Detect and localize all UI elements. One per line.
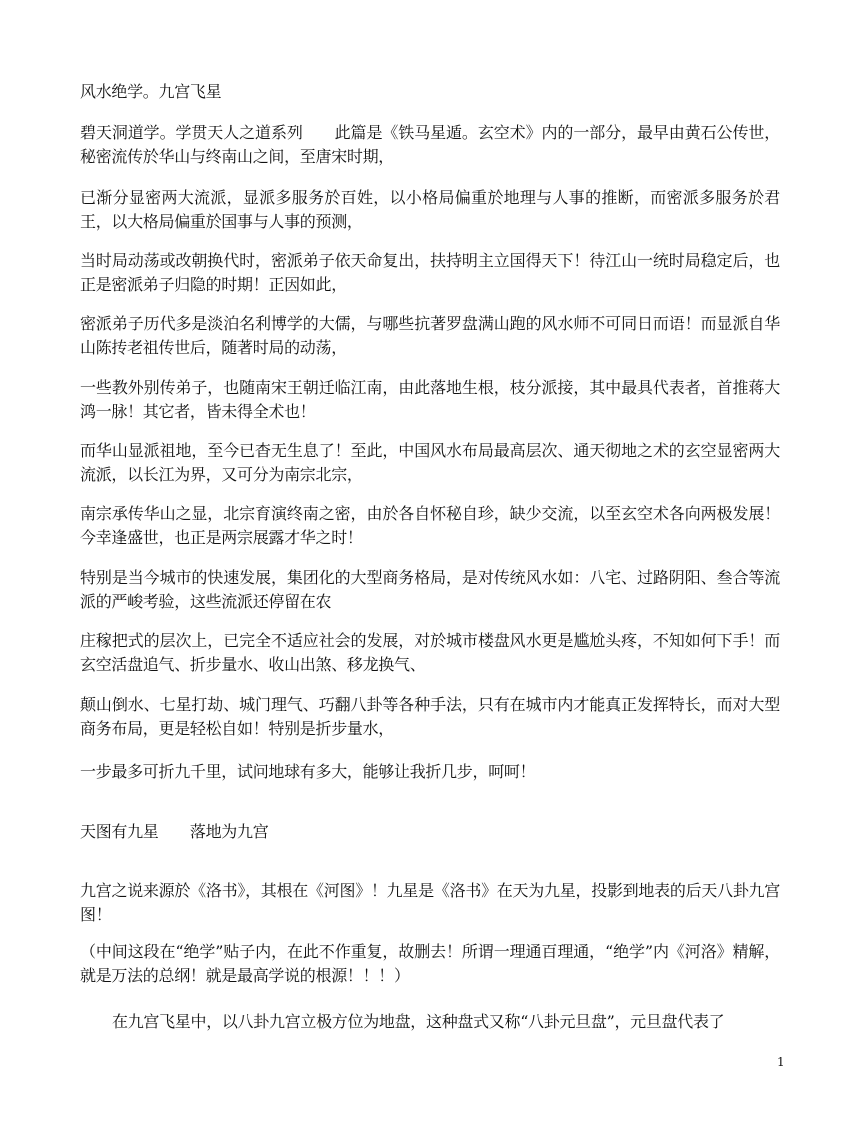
paragraph-13: （中间这段在“绝学”贴子内，在此不作重复，故删去！所谓一理通百理通，“绝学”内《河洛》精解，就是万法的总纲！就是最高学说的根源！！！） [80, 942, 780, 985]
paragraph-7: 南宗承传华山之显，北宗育演终南之密，由於各自怀秘自珍，缺少交流，以至玄空术各向两极发展！今幸逢盛世，也正是两宗展露才华之时！ [80, 504, 780, 547]
paragraph-14: 在九宫飞星中，以八卦九宫立极方位为地盘，这种盘式又称“八卦元旦盘”，元旦盘代表了 [112, 1012, 725, 1031]
paragraph-4: 密派弟子历代多是淡泊名利博学的大儒，与哪些抗著罗盘满山跑的风水师不可同日而语！而显派自华山陈抟老祖传世后，随著时局的动荡， [80, 314, 780, 357]
paragraph-1: 碧天洞道学。学贯天人之道系列 此篇是《铁马星遁。玄空术》内的一部分，最早由黄石公传世，秘密流传於华山与终南山之间，至唐宋时期， [80, 123, 780, 166]
paragraph-6: 而华山显派祖地，至今已杳无生息了！至此，中国风水布局最高层次、通天彻地之术的玄空显密两大流派，以长江为界，又可分为南宗北宗， [80, 441, 780, 484]
paragraph-3: 当时局动荡或改朝换代时，密派弟子依天命复出，扶持明主立国得天下！待江山一统时局稳定后，也正是密派弟子归隐的时期！正因如此， [80, 251, 780, 294]
document-title: 风水绝学。九宫飞星 [80, 82, 222, 101]
paragraph-11: 一步最多可折九千里，试问地球有多大，能够让我折几步，呵呵！ [80, 762, 536, 781]
paragraph-9: 庄稼把式的层次上，已完全不适应社会的发展，对於城市楼盘风水更是尴尬头疼，不知如何下手！而玄空活盘追气、折步量水、收山出煞、移龙换气、 [80, 631, 780, 674]
paragraph-8: 特别是当今城市的快速发展，集团化的大型商务格局，是对传统风水如：八宅、过路阴阳、叁合等流派的严峻考验，这些流派还停留在农 [80, 568, 780, 611]
page-number: 1 [777, 1055, 785, 1069]
paragraph-2: 已渐分显密两大流派，显派多服务於百姓，以小格局偏重於地理与人事的推断，而密派多服务於君王，以大格局偏重於国事与人事的预测， [80, 188, 780, 231]
paragraph-5: 一些教外别传弟子，也随南宋王朝迁临江南，由此落地生根，枝分派接，其中最具代表者，首推蒋大鸿一脉！其它者，皆未得全术也！ [80, 378, 780, 421]
subheading: 天图有九星 落地为九宫 [80, 822, 269, 841]
paragraph-10: 颠山倒水、七星打劫、城门理气、巧翻八卦等各种手法，只有在城市内才能真正发挥特长，而对大型商务布局，更是轻松自如！特别是折步量水， [80, 695, 780, 738]
paragraph-12: 九宫之说来源於《洛书》，其根在《河图》！九星是《洛书》在天为九星，投影到地表的后天八卦九宫图！ [80, 881, 780, 924]
